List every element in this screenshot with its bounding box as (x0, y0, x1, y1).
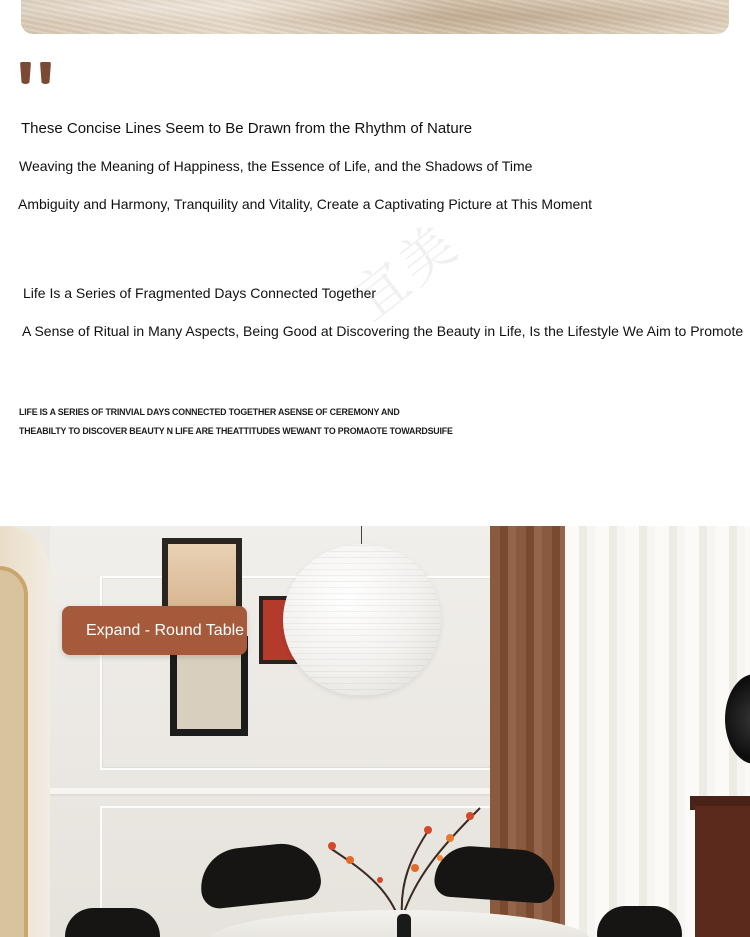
quote-mark-icon (20, 62, 54, 84)
intro-line-3: Ambiguity and Harmony, Tranquility and Vitality, Create a Captivating Picture at This Moment (18, 196, 593, 212)
dining-room-photo (0, 526, 750, 937)
caption-line-2: THEABILTY TO DISCOVER BEAUTY N LIFE ARE THEATTITUDES WEWANT TO PROMAOTE TOWARDSUIFE (19, 426, 453, 437)
intro-line-1: These Concise Lines Seem to Be Drawn from the Rhythm of Nature (21, 120, 473, 137)
caption-line-1: LIFE IS A SERIES OF TRINVIAL DAYS CONNECTED TOGETHER ASENSE OF CEREMONY AND (19, 407, 400, 418)
expand-round-table-button[interactable]: Expand - Round Table (62, 606, 247, 655)
top-product-image (21, 0, 729, 34)
pendant-lamp (283, 544, 441, 696)
chair (65, 908, 160, 937)
lifestyle-line-2: A Sense of Ritual in Many Aspects, Being Good at Discovering the Beauty in Life, Is the Lifestyle We Aim to Promote (22, 323, 744, 339)
lifestyle-line-1: Life Is a Series of Fragmented Days Connected Together (23, 285, 377, 301)
intro-line-2: Weaving the Meaning of Happiness, the Essence of Life, and the Shadows of Time (19, 158, 533, 174)
chair (597, 906, 682, 937)
vase (397, 914, 411, 937)
watermark: 宜美 (340, 211, 471, 333)
